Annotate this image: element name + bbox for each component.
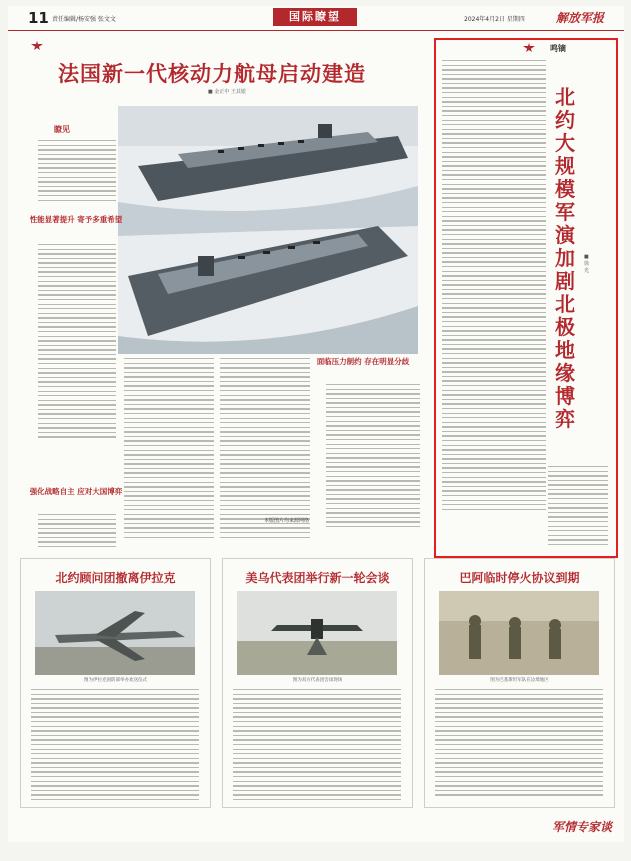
subhead-pressure: 面临压力制约 存在明显分歧 <box>316 357 410 366</box>
main-byline: ■ 金正中 王其银 <box>208 89 246 95</box>
subhead-strategy: 强化战略自主 应对大国博弈 <box>29 487 123 496</box>
star-icon <box>514 42 544 54</box>
page-header <box>8 6 624 31</box>
panel-title: 美乌代表团举行新一轮会谈 <box>245 571 390 585</box>
article-body-mid-2 <box>220 358 310 541</box>
panel-body <box>233 689 401 803</box>
news-panel-iraq <box>20 558 211 808</box>
footer-brand-logo: 军情专家谈 <box>552 820 613 834</box>
editor-line: 责任编辑/杨安强 张文文 <box>52 16 116 23</box>
article-body-left-3 <box>38 514 116 551</box>
star-icon <box>24 40 50 54</box>
commentary-author: ■徐光 <box>584 254 590 274</box>
soldiers-photo <box>439 591 599 675</box>
issue-date: 2024年4月2日 星期四 <box>464 16 525 23</box>
panel-caption: 图为双方代表团会谈现场 <box>292 678 343 683</box>
photo-credit: 本版图片均来源网络 <box>264 518 310 524</box>
commentary-body-1 <box>442 60 546 513</box>
main-headline: 法国新一代核动力航母启动建造 <box>58 62 366 86</box>
panel-caption: 图为伊拉克国防部举办欢送仪式 <box>84 678 147 683</box>
article-body-mid-3 <box>326 384 420 531</box>
article-body-left-2 <box>38 244 116 441</box>
focus-label: 瞭见 <box>54 125 70 134</box>
news-panel-pakistan-afghanistan <box>424 558 615 808</box>
panel-title: 北约顾问团撤离伊拉克 <box>55 571 176 585</box>
article-body-mid-1 <box>124 358 214 541</box>
section-title: 国际瞭望 <box>273 8 357 26</box>
panel-body <box>435 689 603 799</box>
masthead-logo: 解放军报 <box>556 11 605 25</box>
page-number: 11 <box>28 9 49 27</box>
drone-photo <box>237 591 397 675</box>
newspaper-page <box>8 6 624 842</box>
aircraft-photo <box>35 591 195 675</box>
news-panel-us-ukraine <box>222 558 413 808</box>
carrier-photo <box>118 106 418 354</box>
panel-title: 巴阿临时停火协议到期 <box>459 571 580 585</box>
article-body-left <box>38 140 116 204</box>
panel-caption: 图为巴基斯坦军队在边境地区 <box>490 678 549 683</box>
panel-body <box>31 689 199 803</box>
commentary-title: 北约大规模军演加剧北极地缘博弈 <box>555 85 575 431</box>
commentary-label: 鸣镝 <box>550 44 566 53</box>
subhead-performance: 性能显著提升 寄予多重希望 <box>29 215 123 224</box>
commentary-body-2 <box>548 466 608 548</box>
